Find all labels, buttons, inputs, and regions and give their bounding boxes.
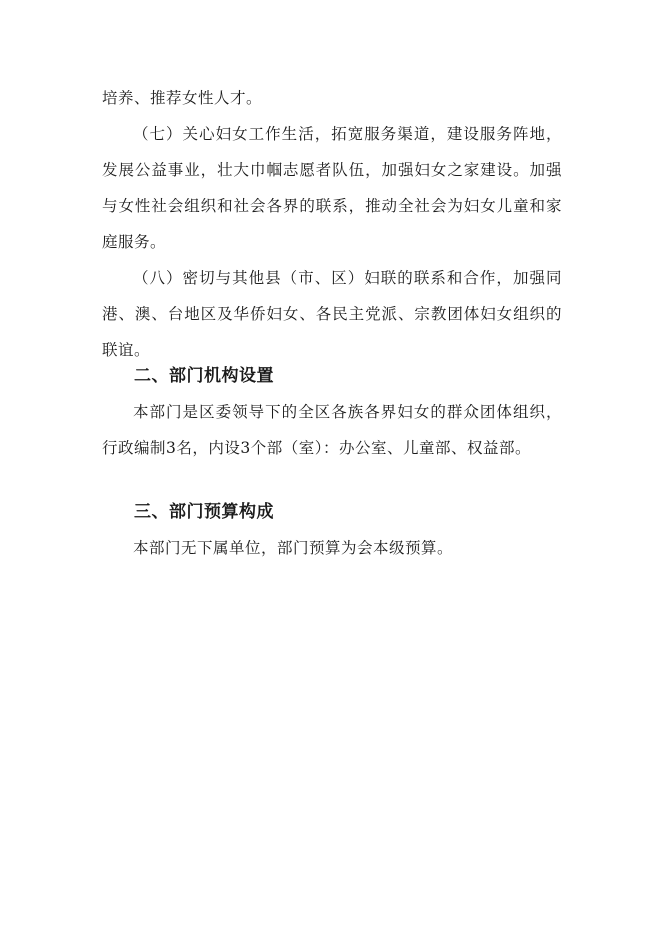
section-heading-3: 三、部门预算构成	[134, 502, 274, 522]
paragraph-item-7: （七）关心妇女工作生活，拓宽服务渠道，建设服务阵地，发展公益事业，壮大巾帼志愿者队伍，加强妇女之家建设。加强与女性社会组织和社会各界的联系，推动全社会为妇女儿童和家庭服务。	[102, 125, 562, 251]
paragraph-structure: 本部门是区委领导下的全区各族各界妇女的群众团体组织，行政编制3名，内设3个部（室）：办公室、儿童部、权益部。	[102, 403, 562, 457]
paragraph-budget: 本部门无下属单位，部门预算为会本级预算。	[133, 539, 454, 557]
paragraph-item-8: （八）密切与其他县（市、区）妇联的联系和合作，加强同港、澳、台地区及华侨妇女、各民主党派、宗教团体妇女组织的联谊。	[102, 269, 562, 359]
paragraph-continuation: 培养、推荐女性人才。	[102, 89, 263, 107]
section-heading-2: 二、部门机构设置	[134, 366, 274, 386]
